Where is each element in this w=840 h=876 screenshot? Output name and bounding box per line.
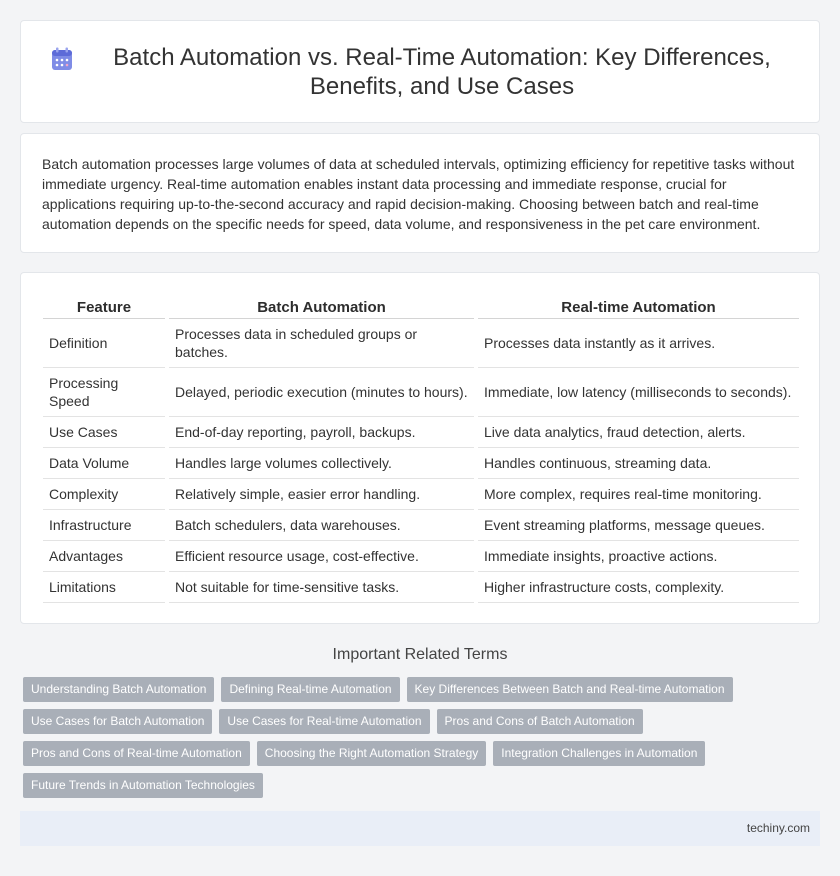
cell-feature: Processing Speed <box>43 368 165 417</box>
cell-feature: Advantages <box>43 541 165 572</box>
cell-feature: Data Volume <box>43 448 165 479</box>
related-terms-list <box>23 677 823 805</box>
related-term-tag[interactable]: Integration Challenges in Automation <box>493 741 705 766</box>
related-term-tag[interactable]: Use Cases for Batch Automation <box>23 709 212 734</box>
calendar-icon <box>51 47 73 71</box>
table-row <box>43 319 799 368</box>
table-row <box>43 448 799 479</box>
cell-batch: Processes data in scheduled groups or batches. <box>169 319 474 368</box>
cell-feature: Infrastructure <box>43 510 165 541</box>
related-term-tag[interactable]: Defining Real-time Automation <box>221 677 399 702</box>
related-term-tag[interactable]: Choosing the Right Automation Strategy <box>257 741 486 766</box>
related-term-tag[interactable]: Key Differences Between Batch and Real-time Automation <box>407 677 733 702</box>
cell-realtime: Live data analytics, fraud detection, alerts. <box>478 417 799 448</box>
cell-realtime: Immediate, low latency (milliseconds to seconds). <box>478 368 799 417</box>
cell-batch: Not suitable for time-sensitive tasks. <box>169 572 474 603</box>
intro-card <box>20 133 820 253</box>
table-header-row <box>43 295 799 319</box>
cell-realtime: Event streaming platforms, message queues. <box>478 510 799 541</box>
table-row <box>43 479 799 510</box>
table-row <box>43 572 799 603</box>
related-term-tag[interactable]: Understanding Batch Automation <box>23 677 214 702</box>
cell-feature: Definition <box>43 319 165 368</box>
title-card <box>20 20 820 123</box>
cell-feature: Use Cases <box>43 417 165 448</box>
cell-batch: Handles large volumes collectively. <box>169 448 474 479</box>
header-realtime: Real-time Automation <box>478 295 799 319</box>
header-feature: Feature <box>43 295 165 319</box>
related-term-tag[interactable]: Pros and Cons of Batch Automation <box>437 709 643 734</box>
related-terms-title: Important Related Terms <box>332 646 508 663</box>
cell-batch: End-of-day reporting, payroll, backups. <box>169 417 474 448</box>
footer-site-link[interactable]: techiny.com <box>746 821 810 835</box>
page-title: Batch Automation vs. Real-Time Automation: Key Differences, Benefits, and Use Cases <box>113 43 771 100</box>
table-row <box>43 417 799 448</box>
related-term-tag[interactable]: Future Trends in Automation Technologies <box>23 773 263 798</box>
comparison-card <box>20 272 820 624</box>
comparison-table <box>39 295 803 603</box>
cell-realtime: More complex, requires real-time monitoring. <box>478 479 799 510</box>
related-term-tag[interactable]: Pros and Cons of Real-time Automation <box>23 741 250 766</box>
intro-text: Batch automation processes large volumes of data at scheduled intervals, optimizing efficiency for repetitive tasks without immediate urgency. Real-time automation enables instant data processing and immediate response, crucial for applications requiring up-to-the-second accuracy and rapid decision-making. Choosing between batch and real-time automation depends on the specific needs for speed, data volume, and responsiveness in the pet care environment. <box>42 156 795 232</box>
cell-realtime: Higher infrastructure costs, complexity. <box>478 572 799 603</box>
cell-batch: Efficient resource usage, cost-effective. <box>169 541 474 572</box>
table-row <box>43 541 799 572</box>
cell-realtime: Handles continuous, streaming data. <box>478 448 799 479</box>
table-row <box>43 510 799 541</box>
cell-feature: Limitations <box>43 572 165 603</box>
footer <box>20 811 820 846</box>
related-term-tag[interactable]: Use Cases for Real-time Automation <box>219 709 429 734</box>
cell-feature: Complexity <box>43 479 165 510</box>
cell-batch: Batch schedulers, data warehouses. <box>169 510 474 541</box>
title-wrap <box>21 21 819 122</box>
cell-realtime: Immediate insights, proactive actions. <box>478 541 799 572</box>
cell-batch: Relatively simple, easier error handling. <box>169 479 474 510</box>
header-batch: Batch Automation <box>169 295 474 319</box>
cell-batch: Delayed, periodic execution (minutes to hours). <box>169 368 474 417</box>
table-row <box>43 368 799 417</box>
cell-realtime: Processes data instantly as it arrives. <box>478 319 799 368</box>
